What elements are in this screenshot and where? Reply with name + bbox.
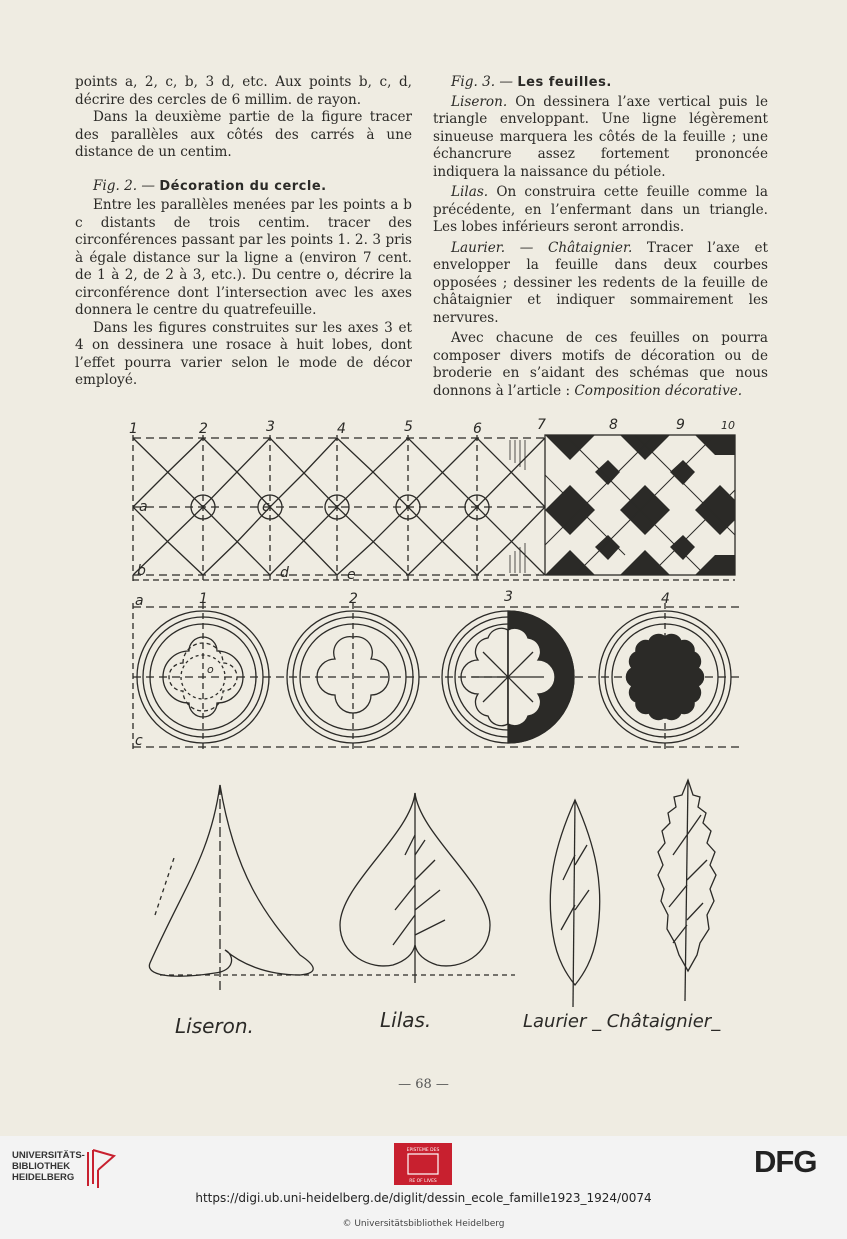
- fig3-label: Fig. 3. —: [451, 74, 514, 90]
- fig-letter-c: c: [262, 499, 270, 515]
- fig-letter-a: a: [139, 499, 148, 515]
- fig-number-9: 9: [676, 417, 685, 433]
- fig-number-2: 2: [199, 421, 208, 437]
- circle-number-1: 1: [199, 591, 208, 607]
- fig2-title: Décoration du cercle.: [159, 178, 327, 194]
- copyright: © Universitätsbibliothek Heidelberg: [342, 1219, 505, 1229]
- logo-bottom-text: RE OF LIVES: [409, 1179, 437, 1184]
- fig-letter-b: b: [137, 563, 146, 579]
- composition-ref: Composition décorative.: [574, 382, 743, 399]
- ub-line-3: HEIDELBERG: [12, 1172, 75, 1183]
- circle-number-3: 3: [504, 589, 513, 605]
- page-number: — 68 —: [398, 1077, 449, 1092]
- fig3-heading: [433, 74, 768, 92]
- circle-number-2: 2: [349, 591, 358, 607]
- paragraph-laurier: [433, 240, 768, 328]
- right-text-column: [433, 74, 768, 400]
- ub-line-1: UNIVERSITÄTS-: [12, 1150, 85, 1161]
- figure-illustrations: [125, 415, 745, 1040]
- fig-number-10: 10: [721, 419, 735, 432]
- circle-decorations: [133, 603, 740, 753]
- ub-heidelberg-logo[interactable]: [12, 1146, 122, 1190]
- fig-number-6: 6: [473, 421, 482, 437]
- dfg-logo[interactable]: DFG: [754, 1144, 817, 1179]
- laurier-text: Tracer l’axe et envelopper la feuille dans deux courbes opposées ; dessiner les redents de la feuille de châtaignier et indiquer sommairement les nervures.: [433, 239, 768, 326]
- ub-mark-icon: [84, 1146, 120, 1190]
- lilas-name: Lilas.: [451, 184, 489, 200]
- circle-letter-c: c: [135, 733, 143, 749]
- laurier-name: Laurier. — Châtaignier.: [451, 239, 633, 256]
- liseron-text: On dessinera l’axe vertical puis le triangle enveloppant. Une ligne légèrement sinueuse marquera les côtés de la feuille ; une échancrure assez fortement prononcée indiquera la naissance du pétiole.: [433, 93, 768, 180]
- circle-letter-a: a: [135, 593, 144, 609]
- ub-line-2: BIBLIOTHEK: [12, 1161, 71, 1172]
- caption-liseron: Liseron.: [175, 1014, 254, 1038]
- fig-number-7: 7: [537, 417, 546, 433]
- paragraph-points: points a, 2, c, b, 3 d, etc. Aux points b, c, d, décrire des cercles de 6 millim. de rayon.: [75, 74, 412, 108]
- paragraph-lilas: [433, 184, 768, 237]
- fig-letter-d: d: [280, 565, 289, 581]
- fig-number-5: 5: [404, 419, 413, 435]
- left-text-column: [75, 74, 412, 390]
- liseron-name: Liseron.: [451, 93, 508, 110]
- fig-letter-e: e: [347, 567, 356, 583]
- lilas-text: On construira cette feuille comme la précédente, en l’enfermant dans un triangle. Les lobes inférieurs seront arrondis.: [433, 184, 768, 235]
- paragraph-composition: [433, 330, 768, 400]
- caption-lilas: Lilas.: [380, 1008, 432, 1032]
- leaves: [149, 780, 716, 1007]
- fig2-heading: [75, 178, 412, 196]
- fig-number-3: 3: [266, 419, 275, 435]
- fig-number-4: 4: [337, 421, 346, 437]
- logo-top-text: EPISTEME DES: [406, 1148, 440, 1153]
- paragraph-rosace: Dans les figures construites sur les axes 3 et 4 on dessinera une rosace à huit lobes, dont l’effet pourra varier selon le mode de décor employé.: [75, 319, 412, 388]
- circle-number-4: 4: [661, 591, 670, 607]
- lattice-frieze: [133, 435, 735, 585]
- fig2-label: Fig. 2. —: [93, 177, 156, 194]
- paragraph-paralleles: Entre les parallèles menées par les points a b c distants de trois centim. tracer des circonférences passant par les points 1. 2. 3 pris à égale distance sur la ligne a (environ 7 cent. de 1 à 2, de 2 à 3, etc.). Du centre o, décrire la circonférence dont l’intersection avec les axes donnera le centre du quatrefeuille.: [75, 197, 412, 318]
- ub-logo-text: [12, 1150, 85, 1183]
- fig-number-1: 1: [129, 421, 138, 437]
- paragraph-liseron: [433, 94, 768, 182]
- episteme-logo[interactable]: [394, 1143, 452, 1185]
- paragraph-deuxieme-partie: Dans la deuxième partie de la figure tracer des parallèles aux côtés des carrés à une distance de un centim.: [75, 109, 412, 160]
- composition-text: Avec chacune de ces feuilles on pourra composer divers motifs de décoration ou de broderie en s’aidant des schémas que nous donnons à l’article :: [433, 330, 768, 399]
- fig3-title: Les feuilles.: [517, 75, 612, 90]
- source-url[interactable]: https://digi.ub.uni-heidelberg.de/diglit/dessin_ecole_famille1923_1924/0074: [195, 1191, 652, 1205]
- center-o: o: [207, 663, 214, 676]
- caption-laurier-chataignier: Laurier _ Châtaignier_: [523, 1011, 721, 1032]
- fig-number-8: 8: [609, 417, 618, 433]
